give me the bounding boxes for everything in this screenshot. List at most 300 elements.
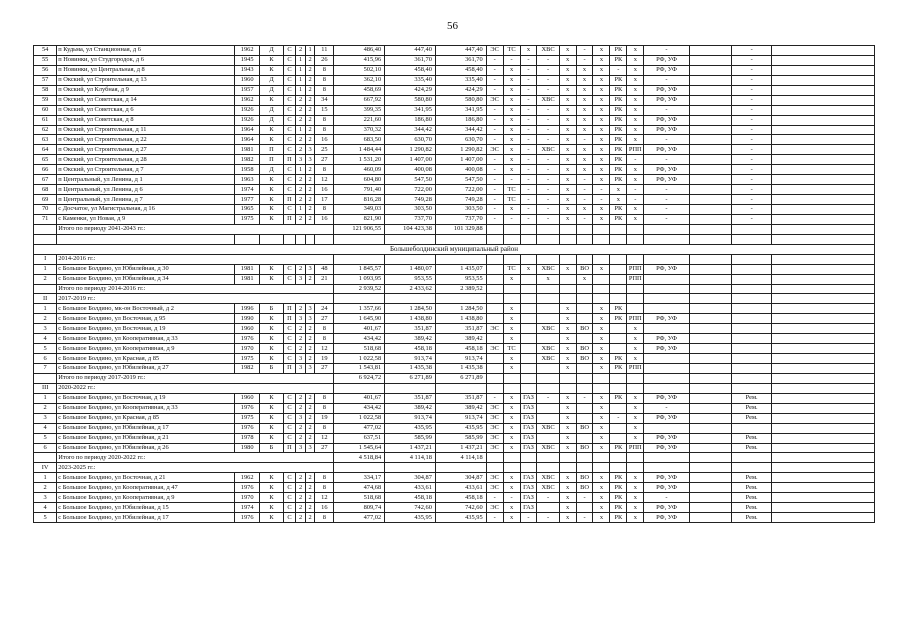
table-cell: [34, 234, 57, 244]
table-cell: [296, 234, 306, 244]
table-cell: [689, 214, 731, 224]
table-cell: 1 093,95: [334, 274, 385, 284]
table-cell: [732, 294, 772, 304]
table-cell: РФ, УФ: [644, 433, 689, 443]
period-header-row: [34, 463, 875, 473]
period-number: II: [34, 294, 57, 304]
table-cell: -: [644, 46, 689, 56]
table-cell: -: [732, 125, 772, 135]
table-cell: К: [260, 344, 283, 354]
table-cell: х: [627, 175, 644, 185]
total-area: 2 939,52: [334, 284, 385, 294]
table-cell: х: [627, 503, 644, 513]
table-cell: 8: [315, 324, 334, 334]
table-cell: 16: [315, 214, 334, 224]
table-cell: ВО: [576, 324, 593, 334]
table-cell: х: [627, 46, 644, 56]
table-row: [34, 65, 875, 75]
table-cell: [537, 373, 559, 383]
table-cell: х: [627, 55, 644, 65]
table-cell: [644, 304, 689, 314]
table-cell: С: [283, 85, 296, 95]
table-cell: 2: [296, 423, 306, 433]
table-cell: 27: [315, 314, 334, 324]
table-cell: [385, 234, 436, 244]
address-cell: с Большое Болдино, ул Кооперативная, д 33: [57, 403, 235, 413]
table-cell: [576, 334, 593, 344]
table-cell: 3: [305, 264, 315, 274]
address-cell: с Большое Болдино, ул Кооперативная, д 9: [57, 344, 235, 354]
table-cell: 5: [34, 344, 57, 354]
table-cell: С: [283, 55, 296, 65]
table-cell: [772, 383, 875, 393]
table-cell: 477,02: [334, 513, 385, 523]
table-cell: 1982: [234, 364, 259, 374]
table-cell: -: [537, 393, 559, 403]
table-cell: [486, 314, 503, 324]
table-cell: К: [260, 205, 283, 215]
table-cell: ХВС: [537, 95, 559, 105]
table-cell: [689, 95, 731, 105]
table-cell: -: [537, 165, 559, 175]
table-cell: [689, 135, 731, 145]
table-cell: [732, 373, 772, 383]
table-cell: ТС: [503, 185, 520, 195]
table-cell: 2: [34, 314, 57, 324]
table-cell: РК: [610, 364, 627, 374]
table-cell: 221,60: [334, 115, 385, 125]
table-row: [34, 354, 875, 364]
table-cell: ВО: [576, 473, 593, 483]
table-cell: [610, 453, 627, 463]
table-cell: 458,18: [435, 344, 486, 354]
table-cell: х: [593, 334, 610, 344]
table-cell: 3: [305, 364, 315, 374]
table-cell: [689, 145, 731, 155]
table-cell: [644, 284, 689, 294]
table-cell: [486, 224, 503, 234]
table-cell: [576, 383, 593, 393]
total-living-area: 6 271,89: [385, 373, 436, 383]
table-cell: [520, 304, 537, 314]
table-cell: -: [644, 155, 689, 165]
table-row: [34, 433, 875, 443]
table-cell: [689, 453, 731, 463]
table-cell: 27: [315, 364, 334, 374]
table-cell: С: [283, 503, 296, 513]
table-cell: ХВС: [537, 324, 559, 334]
table-cell: РК: [610, 214, 627, 224]
table-cell: 2: [296, 483, 306, 493]
table-cell: 12: [315, 175, 334, 185]
table-cell: -: [520, 55, 537, 65]
table-cell: 304,87: [435, 473, 486, 483]
table-cell: 1 545,64: [334, 443, 385, 453]
table-cell: 580,80: [435, 95, 486, 105]
table-cell: 8: [315, 75, 334, 85]
table-cell: РФ, УФ: [644, 165, 689, 175]
table-cell: 2: [296, 344, 306, 354]
table-cell: 3: [34, 493, 57, 503]
table-cell: [772, 453, 875, 463]
table-cell: 2: [34, 483, 57, 493]
table-cell: [689, 224, 731, 234]
table-cell: ТС: [503, 195, 520, 205]
table-cell: х: [559, 403, 576, 413]
table-cell: К: [260, 503, 283, 513]
table-cell: [520, 383, 537, 393]
table-cell: 2: [305, 503, 315, 513]
table-cell: х: [576, 105, 593, 115]
table-cell: -: [627, 195, 644, 205]
table-cell: [689, 423, 731, 433]
table-cell: П: [283, 304, 296, 314]
table-cell: 424,29: [385, 85, 436, 95]
table-cell: ХВС: [537, 473, 559, 483]
table-cell: х: [593, 165, 610, 175]
table-cell: [559, 254, 576, 264]
table-cell: х: [627, 493, 644, 503]
table-cell: 447,40: [385, 46, 436, 56]
table-cell: ХВС: [537, 443, 559, 453]
table-cell: С: [283, 344, 296, 354]
table-cell: РФ, УФ: [644, 115, 689, 125]
table-cell: 2: [305, 65, 315, 75]
table-cell: С: [283, 393, 296, 403]
table-cell: РФ, УФ: [644, 95, 689, 105]
table-cell: 4: [34, 334, 57, 344]
table-cell: ГАЗ: [520, 503, 537, 513]
table-cell: 1976: [234, 403, 259, 413]
table-cell: [520, 354, 537, 364]
table-cell: [689, 433, 731, 443]
table-cell: [305, 234, 315, 244]
table-cell: 1975: [234, 354, 259, 364]
table-cell: [644, 453, 689, 463]
table-cell: 1 435,38: [385, 364, 436, 374]
table-cell: х: [593, 214, 610, 224]
table-cell: [772, 463, 875, 473]
table-cell: РК: [610, 75, 627, 85]
table-cell: [520, 294, 537, 304]
table-cell: П: [283, 364, 296, 374]
table-cell: [772, 433, 875, 443]
table-cell: -: [486, 205, 503, 215]
table-cell: 1980: [234, 443, 259, 453]
table-cell: 2: [296, 334, 306, 344]
table-cell: -: [486, 75, 503, 85]
table-cell: 2: [296, 473, 306, 483]
table-cell: 389,42: [435, 403, 486, 413]
table-cell: [576, 284, 593, 294]
table-cell: х: [520, 264, 537, 274]
table-cell: РПП: [627, 264, 644, 274]
table-row: [34, 364, 875, 374]
table-cell: 458,69: [334, 85, 385, 95]
table-cell: 630,70: [435, 135, 486, 145]
table-cell: [234, 234, 259, 244]
table-cell: х: [559, 46, 576, 56]
table-cell: 2: [296, 513, 306, 523]
table-cell: [772, 75, 875, 85]
table-cell: [627, 304, 644, 314]
table-cell: [772, 324, 875, 334]
table-cell: [689, 175, 731, 185]
table-cell: ЭС: [486, 423, 503, 433]
address-cell: с Большое Болдино, ул Юбилейная, д 17: [57, 423, 235, 433]
table-cell: [689, 254, 731, 264]
table-cell: 2: [296, 304, 306, 314]
table-cell: ЭС: [486, 433, 503, 443]
table-cell: [486, 254, 503, 264]
table-row: [34, 393, 875, 403]
total-label: Итого по периоду 2014-2016 гг.:: [57, 284, 334, 294]
table-cell: 1 484,44: [334, 145, 385, 155]
table-cell: 4: [34, 423, 57, 433]
table-cell: 1: [296, 75, 306, 85]
table-cell: [537, 314, 559, 324]
table-cell: -: [627, 155, 644, 165]
table-cell: 389,42: [435, 334, 486, 344]
table-cell: х: [559, 483, 576, 493]
table-cell: [772, 264, 875, 274]
table-cell: -: [520, 75, 537, 85]
table-cell: 5: [34, 433, 57, 443]
table-cell: 3: [34, 324, 57, 334]
table-cell: 1975: [234, 413, 259, 423]
table-cell: 370,32: [334, 125, 385, 135]
table-cell: х: [576, 155, 593, 165]
table-cell: С: [283, 115, 296, 125]
table-cell: ГАЗ: [520, 393, 537, 403]
table-cell: К: [260, 135, 283, 145]
table-cell: 66: [34, 165, 57, 175]
table-cell: х: [593, 175, 610, 185]
table-cell: [503, 224, 520, 234]
table-cell: х: [610, 195, 627, 205]
table-cell: 1: [34, 304, 57, 314]
table-cell: -: [537, 65, 559, 75]
table-cell: ЭС: [486, 344, 503, 354]
table-cell: [610, 423, 627, 433]
table-cell: [576, 314, 593, 324]
table-cell: х: [627, 473, 644, 483]
table-cell: х: [559, 205, 576, 215]
table-cell: х: [627, 344, 644, 354]
table-cell: К: [260, 433, 283, 443]
table-cell: 737,70: [385, 214, 436, 224]
address-cell: п Окский, ул Строительная, д 22: [57, 135, 235, 145]
table-cell: [503, 463, 520, 473]
table-cell: 362,10: [334, 75, 385, 85]
table-cell: [34, 453, 57, 463]
table-cell: 460,09: [334, 165, 385, 175]
total-label: Итого по периоду 2041-2043 гг.:: [57, 224, 334, 234]
table-cell: 2: [305, 185, 315, 195]
table-cell: 3: [296, 364, 306, 374]
table-cell: 2: [296, 324, 306, 334]
table-cell: К: [260, 314, 283, 324]
table-cell: х: [503, 65, 520, 75]
table-cell: х: [503, 354, 520, 364]
table-cell: х: [503, 334, 520, 344]
table-cell: х: [559, 75, 576, 85]
table-row: [34, 264, 875, 274]
table-cell: 1976: [234, 513, 259, 523]
table-cell: РК: [610, 55, 627, 65]
table-cell: -: [520, 185, 537, 195]
table-cell: Б: [260, 443, 283, 453]
table-cell: 585,99: [435, 433, 486, 443]
table-cell: 16: [315, 503, 334, 513]
table-cell: [559, 284, 576, 294]
table-cell: С: [283, 95, 296, 105]
table-cell: х: [627, 393, 644, 403]
table-cell: РПП: [627, 314, 644, 324]
period-total-row: [34, 284, 875, 294]
table-cell: 8: [315, 115, 334, 125]
table-cell: [732, 254, 772, 264]
table-cell: х: [593, 503, 610, 513]
table-cell: РФ, УФ: [644, 413, 689, 423]
table-cell: -: [732, 75, 772, 85]
table-cell: [593, 284, 610, 294]
table-cell: 8: [315, 165, 334, 175]
table-cell: ВО: [576, 354, 593, 364]
table-cell: 3: [305, 155, 315, 165]
table-cell: 1: [296, 55, 306, 65]
table-cell: ВО: [576, 443, 593, 453]
table-cell: -: [486, 393, 503, 403]
table-cell: [627, 463, 644, 473]
table-cell: х: [559, 85, 576, 95]
table-cell: 742,60: [385, 503, 436, 513]
table-cell: 6: [34, 354, 57, 364]
table-cell: х: [503, 165, 520, 175]
table-cell: 2: [305, 513, 315, 523]
total-residential-area: 2 389,52: [435, 284, 486, 294]
table-cell: П: [283, 155, 296, 165]
table-cell: 2: [305, 274, 315, 284]
table-cell: [627, 383, 644, 393]
table-row: [34, 85, 875, 95]
table-cell: х: [503, 105, 520, 115]
table-cell: 1996: [234, 304, 259, 314]
table-cell: 335,40: [385, 75, 436, 85]
table-cell: х: [503, 403, 520, 413]
table-cell: 1: [296, 125, 306, 135]
table-cell: [689, 46, 731, 56]
table-cell: 2: [305, 344, 315, 354]
address-cell: п Окский, ул Строительная, д 28: [57, 155, 235, 165]
table-cell: х: [593, 433, 610, 443]
table-cell: [576, 463, 593, 473]
table-cell: [689, 304, 731, 314]
table-cell: [772, 403, 875, 413]
table-cell: 48: [315, 264, 334, 274]
table-cell: [385, 383, 436, 393]
table-cell: [503, 284, 520, 294]
table-cell: 349,03: [334, 205, 385, 215]
table-cell: 749,28: [385, 195, 436, 205]
table-cell: [772, 304, 875, 314]
table-cell: 1962: [234, 473, 259, 483]
table-cell: [576, 433, 593, 443]
table-cell: [772, 214, 875, 224]
table-cell: 1 645,90: [334, 314, 385, 324]
table-cell: С: [283, 423, 296, 433]
table-cell: [732, 423, 772, 433]
table-cell: -: [520, 85, 537, 95]
table-cell: [503, 453, 520, 463]
table-cell: -: [610, 65, 627, 75]
table-cell: РФ, УФ: [644, 264, 689, 274]
table-cell: 186,80: [385, 115, 436, 125]
table-row: [34, 185, 875, 195]
table-cell: [772, 224, 875, 234]
table-cell: 502,10: [334, 65, 385, 75]
table-cell: х: [593, 65, 610, 75]
table-cell: х: [503, 393, 520, 403]
table-cell: [610, 284, 627, 294]
table-cell: [576, 254, 593, 264]
table-cell: 54: [34, 46, 57, 56]
table-cell: 3: [296, 413, 306, 423]
table-cell: К: [260, 493, 283, 503]
table-cell: 400,08: [435, 165, 486, 175]
table-cell: РК: [610, 135, 627, 145]
table-cell: 1976: [234, 483, 259, 493]
total-label: Итого по периоду 2020-2022 гг.:: [57, 453, 334, 463]
table-cell: С: [283, 433, 296, 443]
table-cell: 400,08: [385, 165, 436, 175]
table-cell: 1 435,07: [435, 264, 486, 274]
table-cell: х: [593, 403, 610, 413]
table-cell: 401,67: [334, 324, 385, 334]
address-cell: с Большое Болдино, ул Красная, д 85: [57, 413, 235, 423]
table-cell: -: [644, 195, 689, 205]
table-cell: 68: [34, 185, 57, 195]
table-cell: 1: [34, 264, 57, 274]
table-cell: ГАЗ: [520, 483, 537, 493]
table-cell: 2: [305, 393, 315, 403]
table-cell: х: [593, 493, 610, 503]
table-cell: х: [576, 274, 593, 284]
table-cell: [520, 373, 537, 383]
table-cell: 821,90: [334, 214, 385, 224]
table-cell: К: [260, 324, 283, 334]
table-cell: Рем.: [732, 493, 772, 503]
table-cell: С: [283, 75, 296, 85]
table-cell: [689, 344, 731, 354]
table-cell: ЭС: [486, 473, 503, 483]
table-cell: 791,40: [334, 185, 385, 195]
table-cell: х: [559, 393, 576, 403]
table-cell: 2: [296, 105, 306, 115]
table-cell: [689, 185, 731, 195]
table-cell: -: [576, 46, 593, 56]
table-cell: -: [537, 125, 559, 135]
table-cell: -: [576, 185, 593, 195]
table-cell: -: [520, 195, 537, 205]
table-cell: Рем.: [732, 473, 772, 483]
table-cell: 1965: [234, 205, 259, 215]
table-cell: х: [593, 55, 610, 65]
table-cell: 580,80: [385, 95, 436, 105]
table-cell: ЭС: [486, 145, 503, 155]
table-cell: 2: [296, 145, 306, 155]
address-cell: п Кудьма, ул Станционная, д 6: [57, 46, 235, 56]
